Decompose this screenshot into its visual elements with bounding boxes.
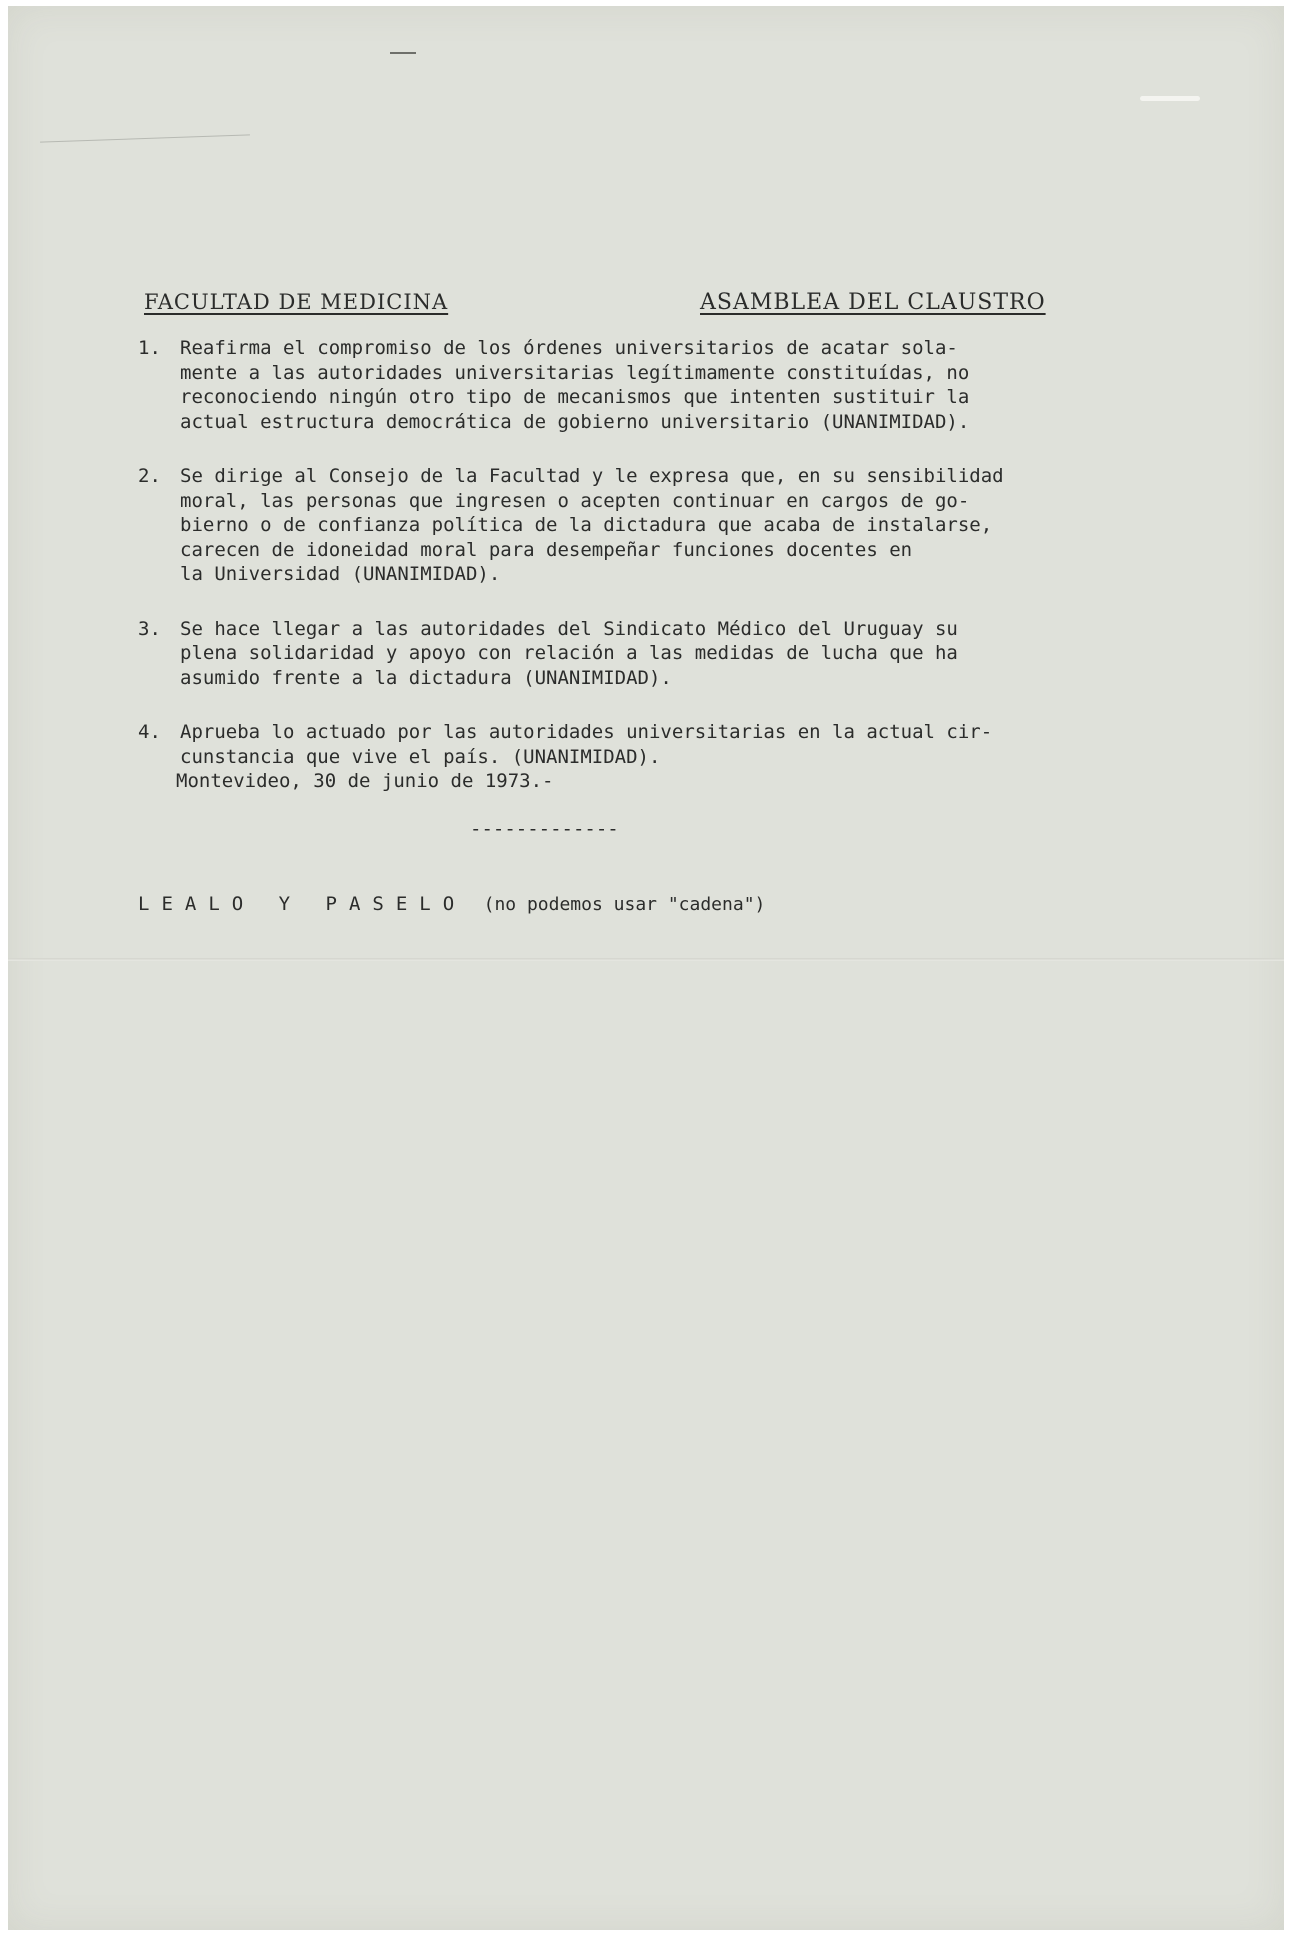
item-number: 2. <box>138 465 161 487</box>
resolution-list <box>138 336 1058 799</box>
item-line: asumido frente a la dictadura (UNANIMIDAD). <box>180 666 672 689</box>
resolution-item <box>138 617 1058 691</box>
item-line: cunstancia que vive el país. (UNANIMIDAD). <box>180 745 661 768</box>
resolution-item <box>138 464 1058 587</box>
item-line: carecen de idoneidad moral para desempeñar funciones docentes en <box>180 538 913 561</box>
item-number: 3. <box>138 617 161 640</box>
faculty-heading: FACULTAD DE MEDICINA <box>144 290 449 314</box>
item-text <box>180 464 1058 587</box>
footer-remark: (no podemos usar "cadena") <box>483 894 766 915</box>
item-line: reconociendo ningún otro tipo de mecanismos que intenten sustituir la <box>180 386 970 408</box>
assembly-heading: ASAMBLEA DEL CLAUSTRO <box>700 290 1046 315</box>
item-line: Se hace llegar a las autoridades del Sindicato Médico del Uruguay su <box>180 617 958 640</box>
item-text <box>180 336 1058 434</box>
item-line: bierno o de confianza política de la dictadura que acaba de instalarse, <box>180 514 993 536</box>
item-line: moral, las personas que ingresen o acepten continuar en cargos de go- <box>180 489 970 512</box>
resolution-item <box>138 720 1058 769</box>
item-line: plena solidaridad y apoyo con relación a las medidas de lucha que ha <box>180 642 958 664</box>
item-number: 4. <box>138 721 161 743</box>
item-text <box>180 720 1058 769</box>
item-line: Reafirma el compromiso de los órdenes universitarios de acatar sola- <box>180 337 958 359</box>
footer-slogan: LEALO Y PASELO <box>138 893 467 915</box>
item-number: 1. <box>138 337 161 359</box>
footer-note <box>138 893 765 915</box>
item-line: Se dirige al Consejo de la Facultad y le expresa que, en su sensibilidad <box>180 465 1004 487</box>
item-line: Aprueba lo actuado por las autoridades universitarias en la actual cir- <box>180 721 993 743</box>
item-text <box>180 617 1058 691</box>
place-and-date: Montevideo, 30 de junio de 1973.- <box>176 770 554 792</box>
item-line: mente a las autoridades universitarias legítimamente constituídas, no <box>180 361 970 384</box>
item-line: la Universidad (UNANIMIDAD). <box>180 563 501 585</box>
item-line: actual estructura democrática de gobierno universitario (UNANIMIDAD). <box>180 410 970 433</box>
separator-line: ------------- <box>470 818 619 840</box>
resolution-item <box>138 336 1058 434</box>
